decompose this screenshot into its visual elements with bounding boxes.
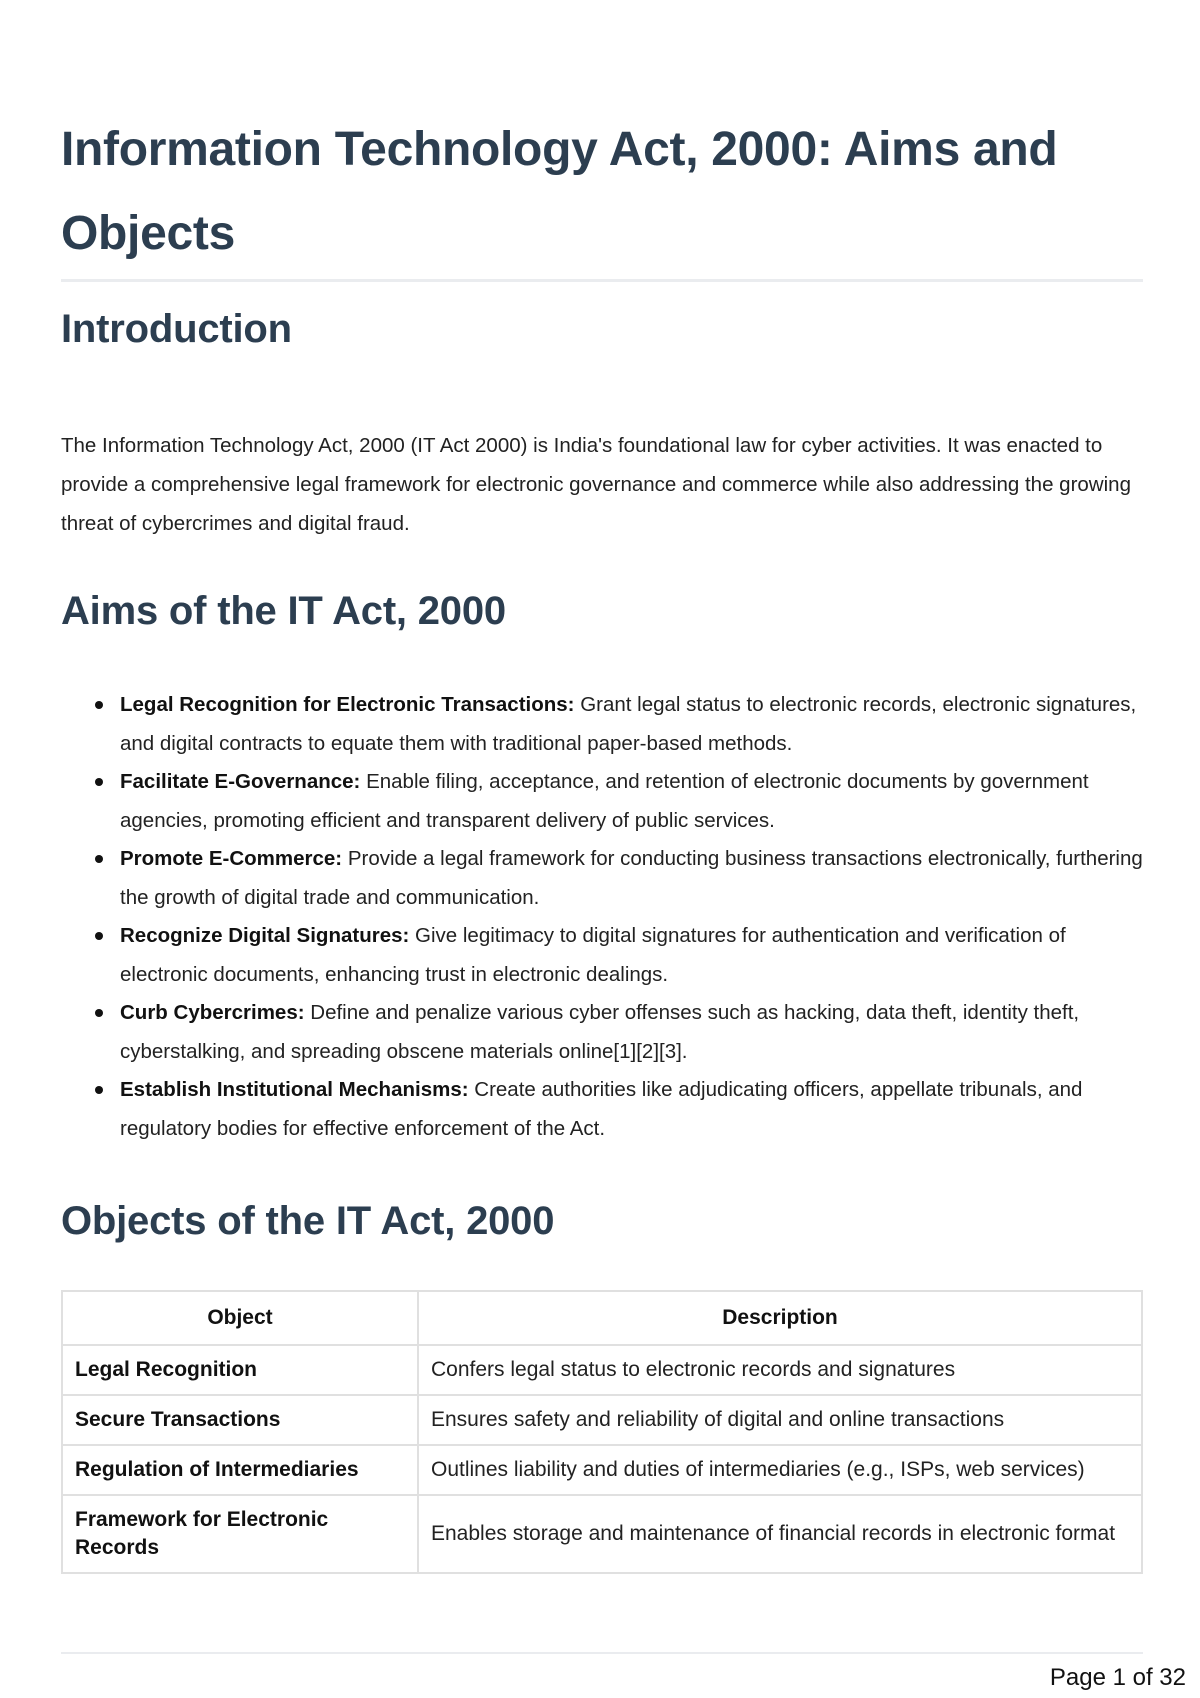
description-cell: Outlines liability and duties of intermediaries (e.g., ISPs, web services) <box>418 1445 1142 1495</box>
aim-term: Legal Recognition for Electronic Transactions: <box>120 693 575 716</box>
aims-list <box>61 686 1143 1148</box>
object-cell: Legal Recognition <box>62 1345 418 1395</box>
aim-text: Create authorities like adjudicating officers, appellate tribunals, and regulatory bodies for effective enforcement of the Act. <box>120 1078 1083 1140</box>
column-header-description: Description <box>418 1291 1142 1345</box>
introduction-heading: Introduction <box>61 307 292 351</box>
description-cell: Confers legal status to electronic records and signatures <box>418 1345 1142 1395</box>
list-item <box>120 917 1143 994</box>
column-header-object: Object <box>62 1291 418 1345</box>
list-item <box>120 994 1143 1071</box>
description-cell: Ensures safety and reliability of digital and online transactions <box>418 1395 1142 1445</box>
document-title: Information Technology Act, 2000: Aims and Objects <box>61 123 1058 260</box>
object-cell: Regulation of Intermediaries <box>62 1445 418 1495</box>
aim-text: Provide a legal framework for conducting business transactions electronically, furthering the growth of digital trade and communication. <box>120 847 1143 909</box>
description-cell: Enables storage and maintenance of financial records in electronic format <box>418 1495 1142 1573</box>
title-divider <box>61 279 1143 282</box>
objects-heading: Objects of the IT Act, 2000 <box>61 1199 555 1243</box>
table-row <box>62 1495 1142 1573</box>
object-cell: Secure Transactions <box>62 1395 418 1445</box>
list-item <box>120 686 1143 763</box>
aim-term: Promote E-Commerce: <box>120 847 343 870</box>
list-item <box>120 763 1143 840</box>
table-row <box>62 1345 1142 1395</box>
objects-table <box>61 1290 1143 1574</box>
introduction-paragraph: The Information Technology Act, 2000 (IT Act 2000) is India's foundational law for cyber activities. It was enacted to provide a comprehensive legal framework for electronic governance and commerce while also addressing the growing threat of cybercrimes and digital fraud. <box>61 434 1131 535</box>
aim-text: Enable filing, acceptance, and retention of electronic documents by government agencies, promoting efficient and transparent delivery of public services. <box>120 770 1089 832</box>
aim-term: Recognize Digital Signatures: <box>120 924 410 947</box>
list-item <box>120 840 1143 917</box>
table-row <box>62 1445 1142 1495</box>
aim-term: Facilitate E-Governance: <box>120 770 361 793</box>
aim-term: Establish Institutional Mechanisms: <box>120 1078 469 1101</box>
object-cell: Framework for Electronic Records <box>62 1495 418 1573</box>
table-header-row <box>62 1291 1142 1345</box>
table-row <box>62 1395 1142 1445</box>
aim-text: Give legitimacy to digital signatures for authentication and verification of electronic documents, enhancing trust in electronic dealings. <box>120 924 1066 986</box>
footer-divider <box>61 1652 1143 1654</box>
aim-term: Curb Cybercrimes: <box>120 1001 305 1024</box>
page-number: Page 1 of 32 <box>1049 1664 1186 1691</box>
aim-text: Define and penalize various cyber offenses such as hacking, data theft, identity theft, cyberstalking, and spreading obscene materials online[1][2][3]. <box>120 1001 1080 1063</box>
aims-heading: Aims of the IT Act, 2000 <box>61 589 506 633</box>
list-item <box>120 1071 1143 1148</box>
aim-text: Grant legal status to electronic records, electronic signatures, and digital contracts to equate them with traditional paper-based methods. <box>120 693 1137 755</box>
